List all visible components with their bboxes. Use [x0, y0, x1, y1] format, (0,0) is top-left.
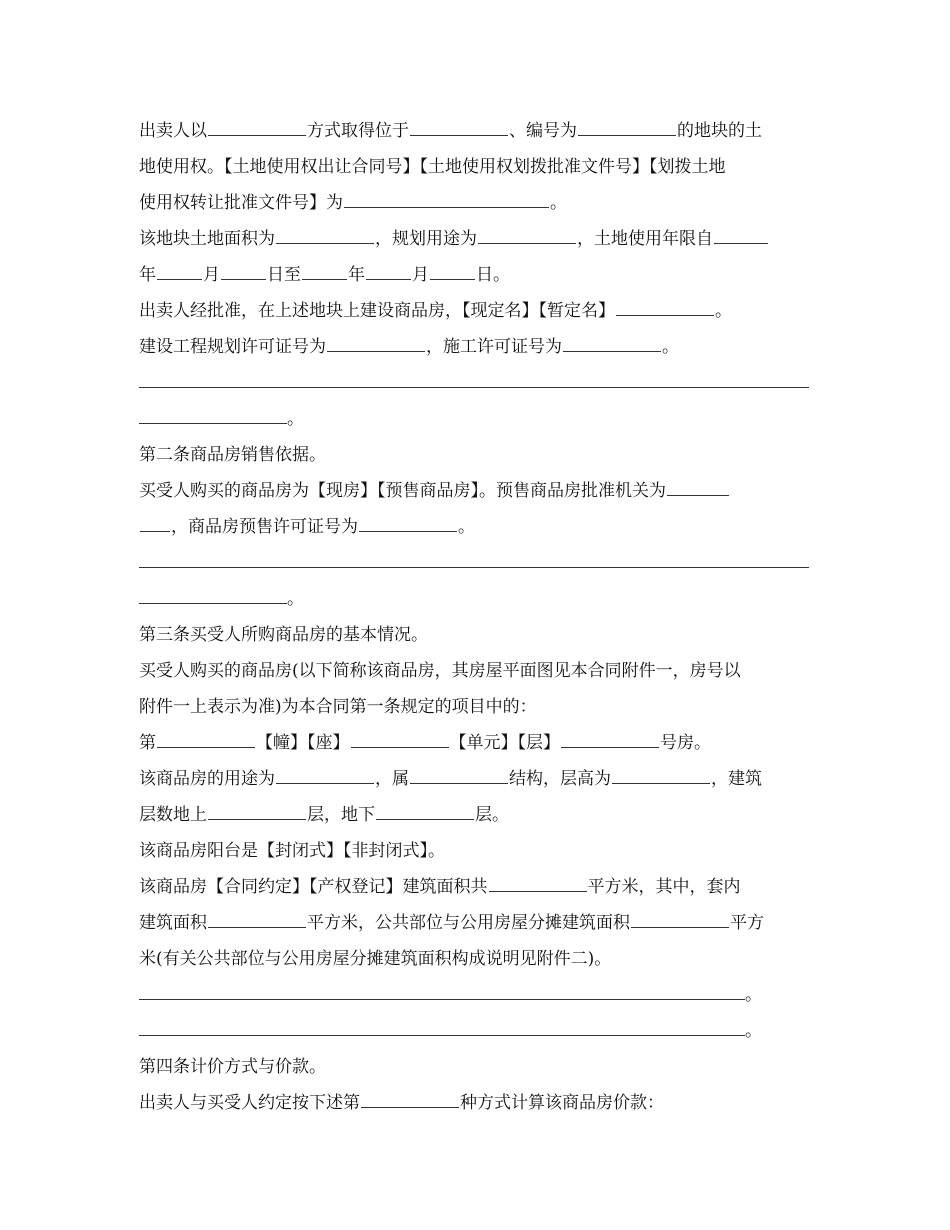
fill-blank[interactable]: [430, 265, 475, 280]
paragraph-line: [139, 761, 762, 797]
fill-blank[interactable]: [714, 229, 768, 244]
fill-blank[interactable]: [578, 121, 676, 136]
text: ，土地使用年限自: [577, 229, 713, 249]
text: 层。: [475, 805, 509, 825]
text: 种方式计算该商品房价款：: [460, 1093, 664, 1113]
text: 层，地下: [307, 805, 375, 825]
fill-blank[interactable]: [139, 589, 287, 604]
text: 。: [550, 193, 567, 213]
fill-blank[interactable]: [221, 265, 266, 280]
fill-blank[interactable]: [302, 265, 347, 280]
fill-blank[interactable]: [139, 1021, 745, 1036]
paragraph-line: [139, 113, 762, 149]
text: 平方米，公共部位与公用房屋分摊建筑面积: [307, 913, 630, 933]
paragraph-line: [139, 509, 475, 545]
paragraph-line: [139, 473, 730, 509]
paragraph-line: [139, 185, 567, 221]
text: 。: [745, 1021, 762, 1041]
text: 平方: [730, 913, 764, 933]
fill-blank[interactable]: [208, 805, 306, 820]
paragraph-line: [139, 257, 510, 293]
text: 该商品房阳台是【封闭式】【非封闭式】。: [139, 841, 445, 861]
paragraph-line: [139, 869, 741, 905]
text: 号房。: [660, 733, 711, 753]
fill-blank[interactable]: [344, 193, 549, 208]
blank-rule-line: [139, 365, 809, 401]
text: 。: [662, 337, 679, 357]
paragraph-line: [139, 329, 679, 365]
fill-blank[interactable]: [478, 229, 576, 244]
text: 使用权转让批准文件号】为: [139, 193, 343, 213]
text: 该商品房【合同约定】【产权登记】建筑面积共: [139, 877, 488, 897]
text: 。: [458, 517, 475, 537]
text: 平方米，其中，套内: [587, 877, 741, 897]
text: ，规划用途为: [375, 229, 477, 249]
text: 米(有关公共部位与公用房屋分摊建筑面积构成说明见附件二)。: [139, 949, 612, 969]
text: 买受人购买的商品房(以下简称该商品房，其房屋平面图见本合同附件一，房号以: [139, 661, 741, 681]
fill-blank[interactable]: [359, 517, 457, 532]
text: 、编号为: [509, 121, 577, 141]
paragraph-line: [139, 653, 741, 689]
text: 第二条商品房销售依据。: [139, 445, 326, 465]
text: 第四条计价方式与价款。: [139, 1057, 326, 1077]
text: 出卖人以: [139, 121, 207, 141]
paragraph-line: [139, 401, 304, 437]
paragraph-line: [139, 905, 764, 941]
fill-blank[interactable]: [157, 733, 255, 748]
text: ，建筑: [711, 769, 762, 789]
text: 【单元】【层】: [449, 733, 560, 753]
fill-blank[interactable]: [612, 769, 710, 784]
text: 附件一上表示为准)为本合同第一条规定的项目中的：: [139, 697, 537, 717]
paragraph-line: [139, 293, 732, 329]
paragraph-line: [139, 833, 445, 869]
text: 出卖人经批准，在上述地块上建设商品房，【现定名】【暂定名】: [139, 301, 615, 321]
text: 。: [715, 301, 732, 321]
paragraph-line: [139, 581, 304, 617]
blank-rule-line: [139, 545, 809, 581]
fill-blank[interactable]: [327, 337, 425, 352]
text: 方式取得位于: [307, 121, 409, 141]
fill-blank[interactable]: [366, 265, 411, 280]
text: 。: [745, 985, 762, 1005]
text: 月: [412, 265, 429, 285]
text: 第: [139, 733, 156, 753]
section-heading: [139, 1049, 326, 1085]
section-heading: [139, 437, 326, 473]
text: 。: [287, 409, 304, 429]
paragraph-line: [139, 1085, 664, 1121]
text: ，施工许可证号为: [426, 337, 562, 357]
paragraph-line: [139, 689, 537, 725]
paragraph-line: [139, 797, 509, 833]
fill-blank[interactable]: [631, 913, 729, 928]
text: 结构，层高为: [509, 769, 611, 789]
text: 日。: [476, 265, 510, 285]
text: 月: [203, 265, 220, 285]
text: ，商品房预售许可证号为: [171, 517, 358, 537]
fill-blank[interactable]: [667, 481, 729, 496]
fill-blank[interactable]: [489, 877, 587, 892]
paragraph-line: [139, 221, 769, 257]
fill-blank[interactable]: [351, 733, 449, 748]
fill-blank[interactable]: [563, 337, 661, 352]
fill-blank[interactable]: [139, 985, 745, 1000]
text: 出卖人与买受人约定按下述第: [139, 1093, 360, 1113]
text: 。: [287, 589, 304, 609]
text: 年: [139, 265, 156, 285]
fill-blank[interactable]: [561, 733, 659, 748]
text: 日至: [267, 265, 301, 285]
text: ，属: [375, 769, 409, 789]
fill-blank[interactable]: [208, 121, 306, 136]
text: 该地块土地面积为: [139, 229, 275, 249]
fill-blank[interactable]: [376, 805, 474, 820]
fill-blank[interactable]: [361, 1093, 459, 1108]
fill-blank[interactable]: [139, 553, 809, 568]
text: 建筑面积: [139, 913, 207, 933]
text: 年: [348, 265, 365, 285]
fill-blank[interactable]: [140, 517, 170, 532]
fill-blank[interactable]: [616, 301, 714, 316]
text: 建设工程规划许可证号为: [139, 337, 326, 357]
text: 第三条买受人所购商品房的基本情况。: [139, 625, 428, 645]
fill-blank[interactable]: [410, 769, 508, 784]
paragraph-line: [139, 1013, 762, 1049]
paragraph-line: [139, 977, 762, 1013]
fill-blank[interactable]: [139, 409, 287, 424]
text: 的地块的土: [677, 121, 762, 141]
section-heading: [139, 617, 428, 653]
text: 层数地上: [139, 805, 207, 825]
paragraph-line: [139, 149, 726, 185]
fill-blank[interactable]: [410, 121, 508, 136]
fill-blank[interactable]: [276, 769, 374, 784]
text: 地使用权。【土地使用权出让合同号】【土地使用权划拨批准文件号】【划拨土地: [139, 157, 726, 177]
paragraph-line: [139, 725, 711, 761]
text: 该商品房的用途为: [139, 769, 275, 789]
fill-blank[interactable]: [139, 373, 809, 388]
text: 【幢】【座】: [256, 733, 350, 753]
fill-blank[interactable]: [208, 913, 306, 928]
fill-blank[interactable]: [157, 265, 202, 280]
paragraph-line: [139, 941, 611, 977]
text: 买受人购买的商品房为【现房】【预售商品房】。预售商品房批准机关为: [139, 481, 666, 501]
fill-blank[interactable]: [276, 229, 374, 244]
